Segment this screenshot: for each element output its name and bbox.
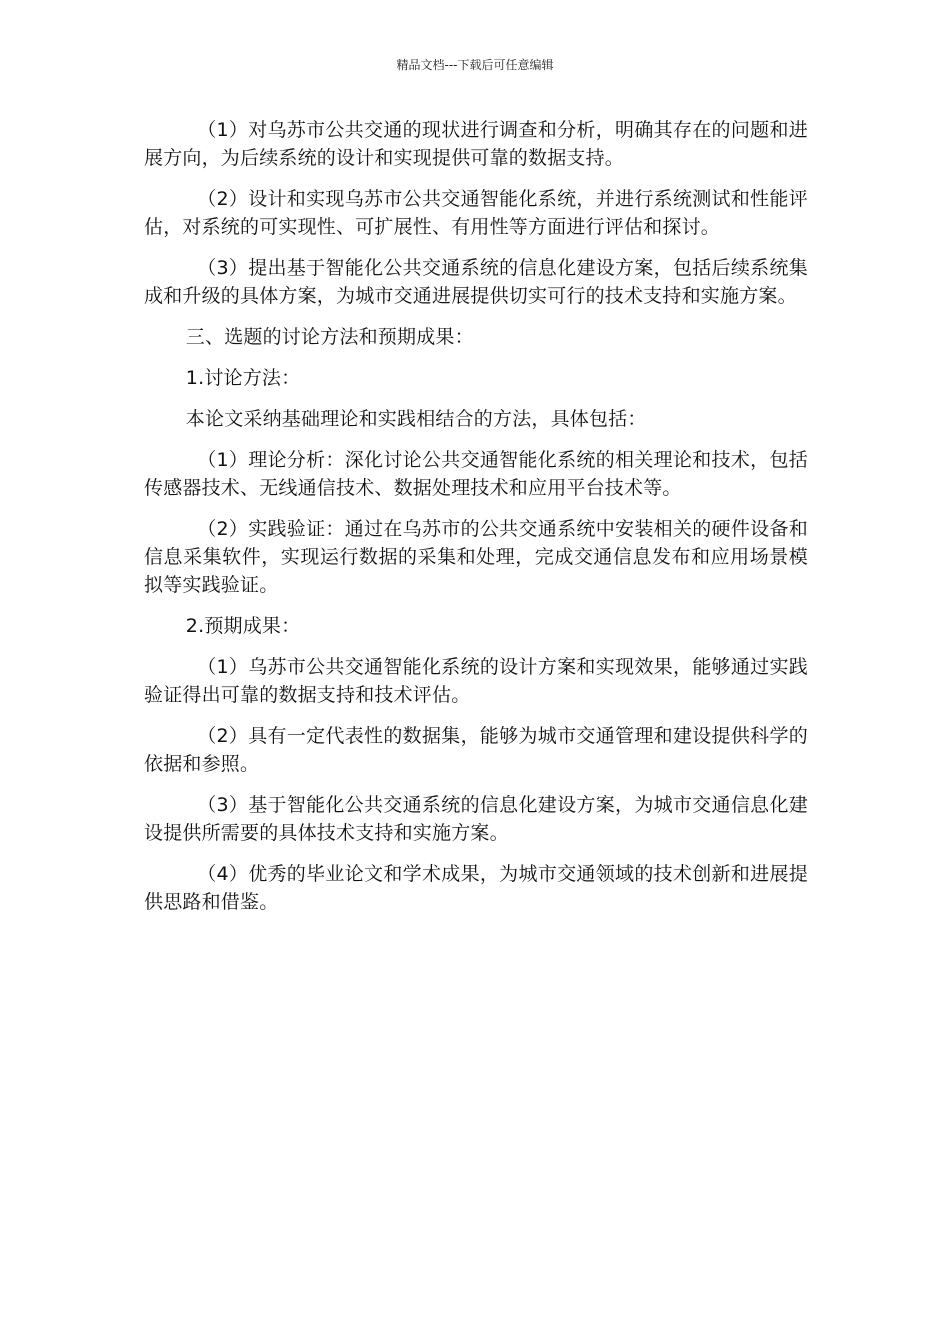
- paragraph-objective-2: （2）设计和实现乌苏市公共交通智能化系统，并进行系统测试和性能评估，对系统的可实现性、可扩展性、有用性等方面进行评估和探讨。: [144, 188, 808, 238]
- paragraph-methods-intro: 本论文采纳基础理论和实践相结合的方法，具体包括：: [185, 408, 647, 430]
- paragraph-outcome-4: （4）优秀的毕业论文和学术成果，为城市交通领域的技术创新和进展提供思路和借鉴。: [144, 863, 808, 913]
- paragraph-outcome-1: （1）乌苏市公共交通智能化系统的设计方案和实现效果，能够通过实践验证得出可靠的数据支持和技术评估。: [144, 656, 808, 706]
- subheading-methods: 1.讨论方法：: [185, 367, 301, 389]
- document-body: [144, 116, 808, 929]
- paragraph-method-1: （1）理论分析：深化讨论公共交通智能化系统的相关理论和技术，包括传感器技术、无线通信技术、数据处理技术和应用平台技术等。: [144, 449, 808, 499]
- section-heading-methods-outcomes: 三、选题的讨论方法和预期成果：: [185, 326, 474, 348]
- paragraph-objective-1: （1）对乌苏市公共交通的现状进行调查和分析，明确其存在的问题和进展方向，为后续系统的设计和实现提供可靠的数据支持。: [144, 119, 808, 169]
- paragraph-outcome-2: （2）具有一定代表性的数据集，能够为城市交通管理和建设提供科学的依据和参照。: [144, 725, 808, 775]
- subheading-expected-outcomes: 2.预期成果：: [185, 615, 301, 637]
- paragraph-objective-3: （3）提出基于智能化公共交通系统的信息化建设方案，包括后续系统集成和升级的具体方案，为城市交通进展提供切实可行的技术支持和实施方案。: [144, 257, 808, 307]
- paragraph-outcome-3: （3）基于智能化公共交通系统的信息化建设方案，为城市交通信息化建设提供所需要的具体技术支持和实施方案。: [144, 794, 808, 844]
- page-header: 精品文档---下载后可任意编辑: [396, 58, 554, 72]
- paragraph-method-2: （2）实践验证：通过在乌苏市的公共交通系统中安装相关的硬件设备和信息采集软件，实现运行数据的采集和处理，完成交通信息发布和应用场景模拟等实践验证。: [144, 518, 808, 596]
